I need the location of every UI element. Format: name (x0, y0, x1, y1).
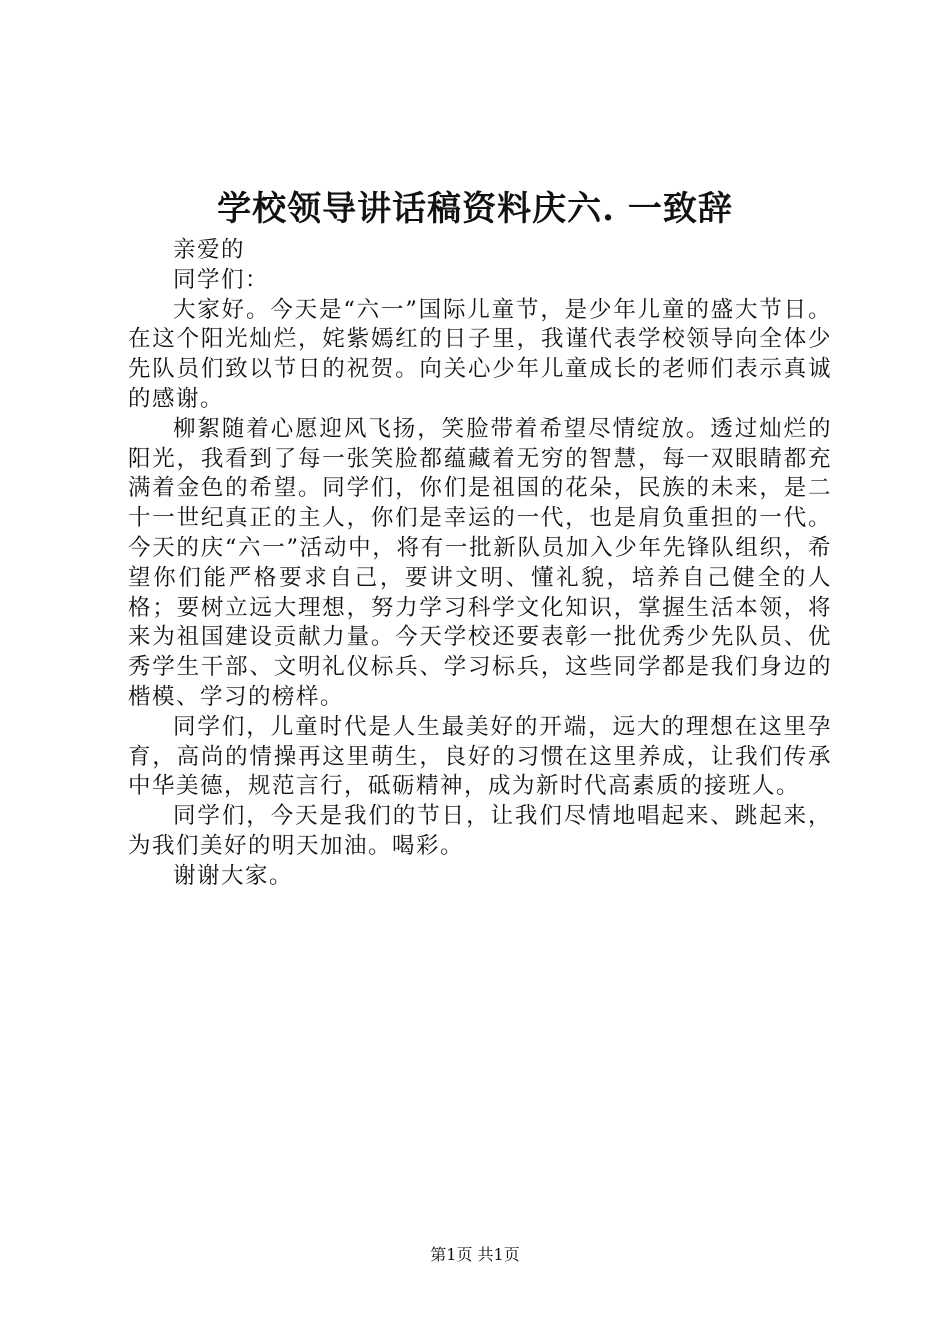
document-body (128, 236, 832, 892)
salutation-line-1: 亲爱的 (173, 237, 246, 263)
paragraph: 大家好。今天是“六一”国际儿童节，是少年儿童的盛大节日。在这个阳光灿烂，姹紫嫣红的日子里，我谨代表学校领导向全体少先队员们致以节日的祝贺。向关心少年儿童成长的老师们表示真诚的感谢。 (128, 296, 832, 412)
paragraph: 柳絮随着心愿迎风飞扬，笑脸带着希望尽情绽放。透过灿烂的阳光，我看到了每一张笑脸都蕴藏着无穷的智慧，每一双眼睛都充满着金色的希望。同学们，你们是祖国的花朵，民族的未来，是二十一世纪真正的主人，你们是幸运的一代，也是肩负重担的一代。今天的庆“六一”活动中，将有一批新队员加入少年先锋队组织，希望你们能严格要求自己，要讲文明、懂礼貌，培养自己健全的人格；要树立远大理想，努力学习科学文化知识，掌握生活本领，将来为祖国建设贡献力量。今天学校还要表彰一批优秀少先队员、优秀学生干部、文明礼仪标兵、学习标兵，这些同学都是我们身边的楷模、学习的榜样。 (128, 415, 832, 710)
paragraph: 同学们，儿童时代是人生最美好的开端，远大的理想在这里孕育，高尚的情操再这里萌生，良好的习惯在这里养成，让我们传承中华美德，规范言行，砥砺精神，成为新时代高素质的接班人。 (128, 713, 832, 800)
page-title: 学校领导讲话稿资料庆六. 一致辞 (217, 189, 733, 229)
closing-line: 谢谢大家。 (173, 862, 294, 889)
paragraph: 同学们，今天是我们的节日，让我们尽情地唱起来、跳起来，为我们美好的明天加油。喝彩。 (128, 803, 832, 859)
page-footer: 第1页 共1页 (430, 1245, 520, 1264)
salutation-line-2: 同学们： (173, 266, 270, 293)
